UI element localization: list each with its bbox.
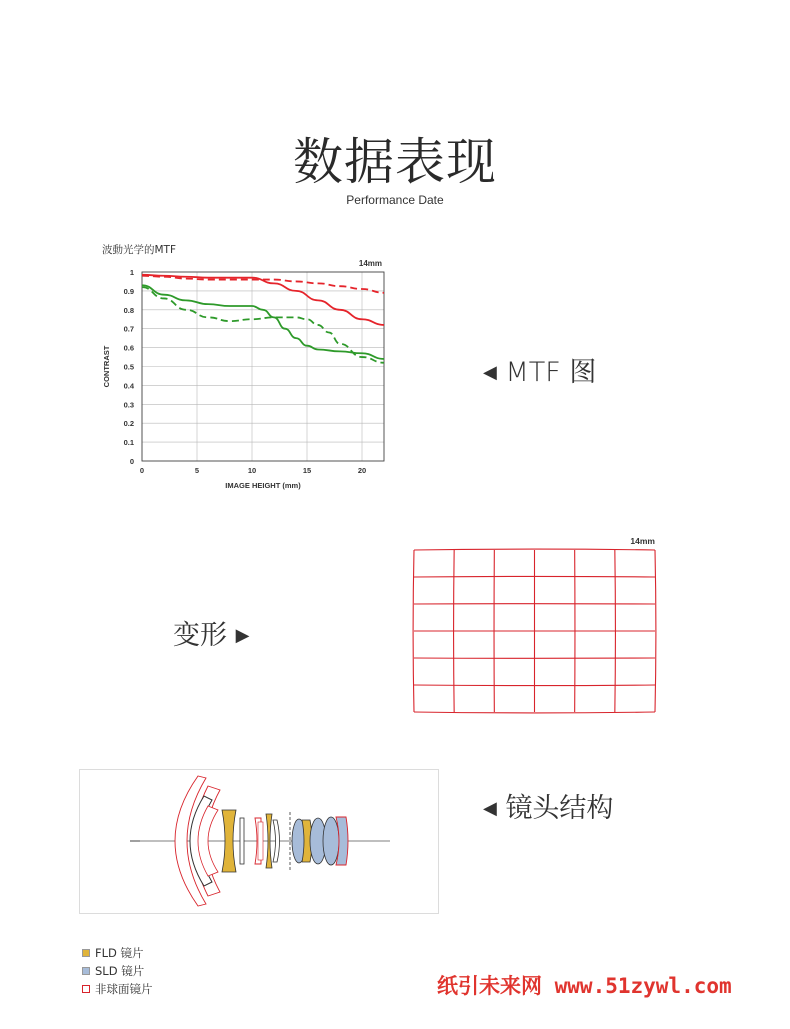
legend-label: SLD 镜片: [95, 964, 145, 978]
legend-swatch: [82, 967, 90, 975]
legend-swatch: [82, 949, 90, 957]
distortion-grid: [413, 549, 656, 713]
distortion-chart: [405, 532, 665, 717]
legend-item: [82, 981, 153, 997]
y-tick-label: 0.6: [123, 343, 134, 353]
lens-diagram-frame: [79, 769, 439, 914]
legend-label: FLD 镜片: [95, 946, 144, 960]
mtf-chart: [96, 238, 396, 500]
legend-swatch: [82, 985, 90, 993]
mtf-caption: [483, 350, 596, 389]
legend-label: 非球面镜片: [95, 982, 153, 996]
arrow-left-icon: ◀: [483, 362, 497, 383]
legend-item: [82, 945, 144, 961]
lens-caption: [483, 786, 613, 825]
y-tick-label: 0.8: [123, 305, 134, 315]
page-subtitle: Performance Date: [346, 193, 444, 207]
distortion-vline: [655, 550, 656, 712]
x-axis-label: IMAGE HEIGHT (mm): [225, 481, 301, 490]
y-tick-label: 0.7: [123, 324, 134, 334]
y-tick-label: 0.3: [123, 400, 134, 410]
distortion-caption: [173, 613, 249, 652]
y-tick-label: 0.5: [123, 362, 134, 372]
lens-structure-diagram: [80, 770, 438, 913]
distortion-caption-label: 变形: [173, 620, 227, 651]
mtf-caption-label: MTF 图: [505, 357, 597, 388]
page-title: 数据表现: [293, 133, 497, 191]
mtf-series-2: [142, 276, 384, 293]
x-tick-label: 5: [194, 466, 200, 475]
lens-element-5: [240, 818, 244, 864]
y-tick-label: 0.2: [123, 419, 134, 429]
y-tick-label: 1: [129, 268, 134, 277]
chart-title: 波動光学的MTF: [102, 244, 177, 256]
y-tick-label: 0.9: [123, 286, 134, 296]
y-tick-label: 0: [129, 457, 134, 466]
x-tick-label: 15: [302, 466, 312, 475]
lens-element-sld-3: [323, 817, 339, 865]
legend-item: [82, 963, 144, 979]
distortion-hline: [414, 712, 655, 713]
distortion-focal-label: 14mm: [630, 536, 655, 546]
distortion-vline: [413, 550, 414, 712]
distortion-hline: [414, 549, 655, 550]
y-tick-label: 0.4: [123, 381, 134, 391]
arrow-right-icon: ▶: [235, 625, 250, 646]
lens-element-7: [258, 822, 263, 860]
y-tick-label: 0.1: [123, 438, 134, 448]
x-tick-label: 10: [247, 466, 257, 475]
lens-caption-label: 镜头结构: [505, 793, 614, 824]
x-tick-label: 20: [357, 466, 367, 475]
arrow-left-icon: ◀: [483, 798, 497, 819]
distortion-hline: [414, 576, 655, 577]
y-axis-label: CONTRAST: [102, 345, 111, 388]
chart-subtitle: 14mm: [358, 259, 382, 268]
watermark: 纸引未来网 www.51zywl.com: [437, 974, 732, 998]
distortion-hline: [414, 685, 655, 686]
x-tick-label: 0: [139, 466, 145, 475]
